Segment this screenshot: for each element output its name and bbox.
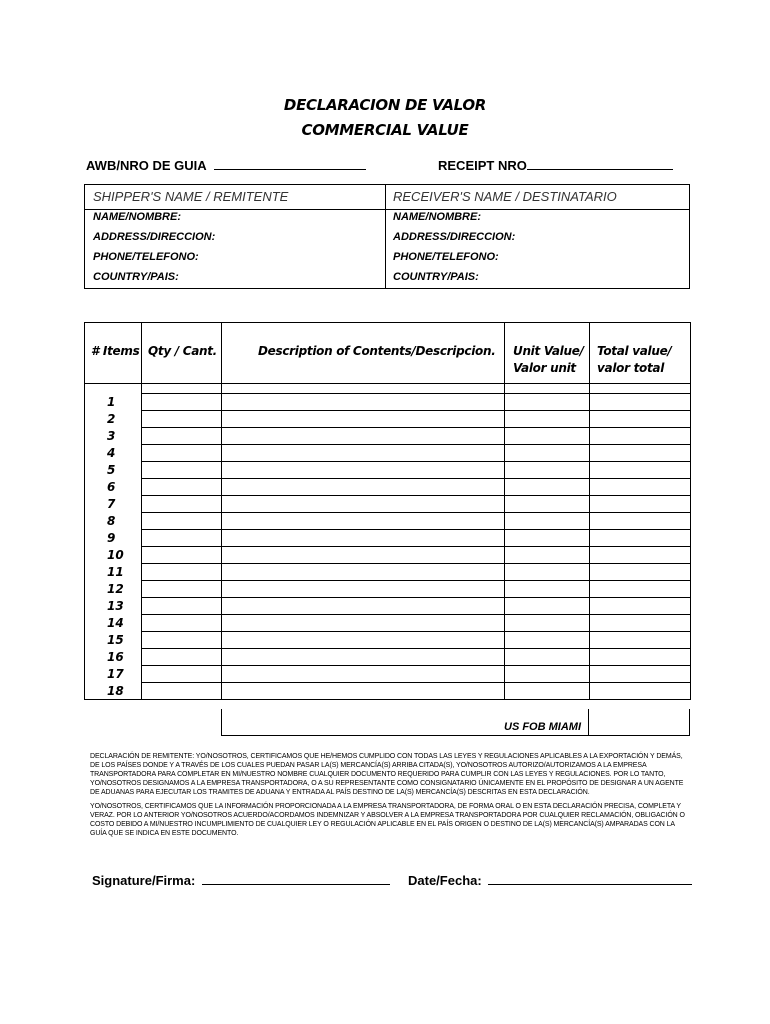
- description-cell[interactable]: [222, 615, 505, 632]
- description-cell[interactable]: [222, 683, 505, 700]
- signature-field[interactable]: [92, 872, 390, 888]
- shipper-country-field[interactable]: COUNTRY/PAIS:: [93, 271, 179, 283]
- fob-row: [221, 709, 690, 736]
- qty-cell[interactable]: [142, 462, 222, 479]
- table-row: [85, 666, 691, 683]
- qty-cell[interactable]: [142, 598, 222, 615]
- total-value-cell[interactable]: [590, 445, 691, 462]
- certification-text: YO/NOSOTROS, CERTIFICAMOS QUE LA INFORMACIÓN PROPORCIONADA A LA EMPRESA TRANSPORTADORA, DE FORMA ORAL O EN ESTA DECLARACIÓN PRECISA, COMPLETA Y VERAZ. POR LO ANTERIOR YO/NOSOTROS ACUERDO/ACORDAMOS INDEMNIZAR Y ABSOLVER A LA EMPRESA TRANSPORTADORA POR CUALQUIER RECLAMACIÓN, OBLIGACIÓN O COSTO DEBIDO A MI/NUESTRO INCUMPLIMIENTO DE CUALQUIER LEY O REGULACIÓN APLICABLE EN EL PAÍS ORIGEN O DESTINO DE LA(S) MERCANCÍA(S) AMPARADAS CON LA GUÍA QUE SE INDICA EN ESTE DOCUMENTO.: [90, 803, 685, 837]
- awb-field[interactable]: [86, 157, 366, 173]
- item-number-cell: 14: [85, 615, 142, 632]
- item-number-cell: 9: [85, 530, 142, 547]
- unit-value-cell[interactable]: [505, 513, 590, 530]
- table-row: [85, 649, 691, 666]
- table-row: [85, 598, 691, 615]
- form-subtitle: COMMERCIAL VALUE: [301, 121, 469, 139]
- date-field[interactable]: [408, 872, 692, 888]
- spacer-cell: [142, 384, 222, 394]
- unit-value-cell[interactable]: [505, 547, 590, 564]
- qty-cell[interactable]: [142, 428, 222, 445]
- item-number-cell: 7: [85, 496, 142, 513]
- item-number-cell: 3: [85, 428, 142, 445]
- unit-value-cell[interactable]: [505, 649, 590, 666]
- total-value-cell[interactable]: [590, 598, 691, 615]
- table-row: [85, 581, 691, 598]
- unit-value-cell[interactable]: [505, 428, 590, 445]
- table-row: [85, 547, 691, 564]
- item-number-cell: 12: [85, 581, 142, 598]
- qty-cell[interactable]: [142, 666, 222, 683]
- total-value-cell[interactable]: [590, 632, 691, 649]
- spacer-cell: [590, 384, 691, 394]
- party-divider: [385, 185, 386, 288]
- item-number-cell: 5: [85, 462, 142, 479]
- description-cell[interactable]: [222, 411, 505, 428]
- table-row: [85, 479, 691, 496]
- unit-value-cell[interactable]: [505, 530, 590, 547]
- table-row: [85, 513, 691, 530]
- total-value-cell[interactable]: [590, 683, 691, 700]
- description-cell[interactable]: [222, 649, 505, 666]
- description-cell[interactable]: [222, 632, 505, 649]
- item-number-cell: 4: [85, 445, 142, 462]
- table-header-row: [85, 323, 691, 384]
- signature-label: Signature/Firma:: [92, 873, 196, 888]
- signature-blank[interactable]: [202, 872, 390, 885]
- awb-blank[interactable]: [214, 157, 366, 170]
- item-number-cell: 2: [85, 411, 142, 428]
- table-row: [85, 615, 691, 632]
- unit-value-cell[interactable]: [505, 615, 590, 632]
- qty-cell[interactable]: [142, 632, 222, 649]
- item-number-cell: 13: [85, 598, 142, 615]
- col-desc-header: Description of Contents/Descripcion.: [222, 323, 505, 384]
- total-value-cell[interactable]: [590, 496, 691, 513]
- spacer-cell: [505, 384, 590, 394]
- receipt-blank[interactable]: [527, 157, 673, 170]
- unit-value-cell[interactable]: [505, 632, 590, 649]
- qty-cell[interactable]: [142, 394, 222, 411]
- table-row: [85, 428, 691, 445]
- items-table: [84, 322, 691, 700]
- description-cell[interactable]: [222, 666, 505, 683]
- qty-cell[interactable]: [142, 683, 222, 700]
- item-number-cell: 1: [85, 394, 142, 411]
- unit-value-cell[interactable]: [505, 598, 590, 615]
- total-value-cell[interactable]: [590, 411, 691, 428]
- receiver-name-field[interactable]: NAME/NOMBRE:: [393, 211, 481, 223]
- spacer-cell: [222, 384, 505, 394]
- receipt-label: RECEIPT NRO: [438, 158, 527, 173]
- item-number-cell: 11: [85, 564, 142, 581]
- qty-cell[interactable]: [142, 513, 222, 530]
- item-number-cell: 6: [85, 479, 142, 496]
- receiver-country-field[interactable]: COUNTRY/PAIS:: [393, 271, 479, 283]
- description-cell[interactable]: [222, 445, 505, 462]
- col-qty-header: Qty / Cant.: [142, 323, 222, 384]
- total-value-cell[interactable]: [590, 547, 691, 564]
- unit-value-cell[interactable]: [505, 411, 590, 428]
- qty-cell[interactable]: [142, 581, 222, 598]
- description-cell[interactable]: [222, 598, 505, 615]
- col-unit-header: Unit Value/ Valor unit: [505, 323, 590, 384]
- table-row: [85, 564, 691, 581]
- description-cell[interactable]: [222, 564, 505, 581]
- qty-cell[interactable]: [142, 547, 222, 564]
- shipper-address-field[interactable]: ADDRESS/DIRECCION:: [93, 231, 216, 243]
- shipper-declaration-text: DECLARACIÓN DE REMITENTE: YO/NOSOTROS, CERTIFICAMOS QUE HE/HEMOS CUMPLIDO CON TODAS LAS LEYES Y REGULACIONES APLICABLES A LA EXPORTACIÓN Y DEMÁS, DE LOS PAÍSES DONDE Y A TRAVÉS DE LOS CUALES PUEDAN PASAR LA(S) MERCANCÍA(S) ARRIBA CITADA(S), YO/NOSOTROS AUTORIZO/AUTORIZAMOS A LA EMPRESA TRANSPORTADORA PARA COMPLETAR EN MI/NUESTRO NOMBRE CUALQUIER DOCUMENTO REQUERIDO PARA CUMPLIR CON LAS LEYES Y REGULACIONES. POR LO TANTO, YO/NOSOTROS DESIGNAMOS A LA EMPRESA TRANSPORTADORA, O A SU REPRESENTANTE COMO CONSIGNATARIO ÚNICAMENTE EN EL PROPÓSITO DE DESIGNAR A UN AGENTE DE ADUANAS PARA EJECUTAR LOS TRAMITES DE ADUANA Y ENTRADA AL PAÍS DESTINO DE LA(S) MERCANCÍA(S) DESCRITAS EN ESTA DECLARACIÓN.: [90, 753, 684, 796]
- description-cell[interactable]: [222, 479, 505, 496]
- unit-value-cell[interactable]: [505, 394, 590, 411]
- table-row: [85, 445, 691, 462]
- total-value-cell[interactable]: [590, 530, 691, 547]
- qty-cell[interactable]: [142, 615, 222, 632]
- table-row: [85, 394, 691, 411]
- awb-label: AWB/NRO DE GUIA: [86, 158, 207, 173]
- table-row: [85, 462, 691, 479]
- total-value-cell[interactable]: [590, 479, 691, 496]
- item-number-cell: 16: [85, 649, 142, 666]
- spacer-cell: [85, 384, 142, 394]
- qty-cell[interactable]: [142, 479, 222, 496]
- unit-value-cell[interactable]: [505, 445, 590, 462]
- qty-cell[interactable]: [142, 496, 222, 513]
- party-header-line: [85, 209, 689, 210]
- qty-cell[interactable]: [142, 564, 222, 581]
- unit-value-cell[interactable]: [505, 581, 590, 598]
- item-number-cell: 8: [85, 513, 142, 530]
- col-total-header: Total value/ valor total: [590, 323, 691, 384]
- item-number-cell: 17: [85, 666, 142, 683]
- qty-cell[interactable]: [142, 445, 222, 462]
- qty-cell[interactable]: [142, 530, 222, 547]
- table-spacer-row: [85, 384, 691, 394]
- receiver-heading: RECEIVER'S NAME / DESTINATARIO: [393, 189, 617, 204]
- col-items-header: # Items: [85, 323, 142, 384]
- shipper-phone-field[interactable]: PHONE/TELEFONO:: [93, 251, 199, 263]
- shipper-name-field[interactable]: NAME/NOMBRE:: [93, 211, 181, 223]
- qty-cell[interactable]: [142, 649, 222, 666]
- table-row: [85, 683, 691, 700]
- total-value-cell[interactable]: [590, 513, 691, 530]
- unit-value-cell[interactable]: [505, 564, 590, 581]
- unit-value-cell[interactable]: [505, 462, 590, 479]
- description-cell[interactable]: [222, 513, 505, 530]
- total-value-cell[interactable]: [590, 394, 691, 411]
- total-value-cell[interactable]: [590, 462, 691, 479]
- description-cell[interactable]: [222, 547, 505, 564]
- date-blank[interactable]: [488, 872, 692, 885]
- description-cell[interactable]: [222, 428, 505, 445]
- fob-divider: [588, 709, 589, 735]
- unit-value-cell[interactable]: [505, 683, 590, 700]
- receiver-phone-field[interactable]: PHONE/TELEFONO:: [393, 251, 499, 263]
- unit-value-cell[interactable]: [505, 479, 590, 496]
- item-number-cell: 18: [85, 683, 142, 700]
- table-row: [85, 632, 691, 649]
- form-title: DECLARACION DE VALOR: [283, 96, 487, 114]
- shipper-heading: SHIPPER'S NAME / REMITENTE: [93, 189, 289, 204]
- item-number-cell: 10: [85, 547, 142, 564]
- total-value-cell[interactable]: [590, 666, 691, 683]
- receipt-field[interactable]: [438, 157, 673, 173]
- party-box: [84, 184, 690, 289]
- qty-cell[interactable]: [142, 411, 222, 428]
- date-label: Date/Fecha:: [408, 873, 482, 888]
- description-cell[interactable]: [222, 530, 505, 547]
- unit-value-cell[interactable]: [505, 666, 590, 683]
- total-value-cell[interactable]: [590, 649, 691, 666]
- description-cell[interactable]: [222, 496, 505, 513]
- table-row: [85, 496, 691, 513]
- item-number-cell: 15: [85, 632, 142, 649]
- description-cell[interactable]: [222, 581, 505, 598]
- receiver-address-field[interactable]: ADDRESS/DIRECCION:: [393, 231, 516, 243]
- unit-value-cell[interactable]: [505, 496, 590, 513]
- description-cell[interactable]: [222, 394, 505, 411]
- fob-label: US FOB MIAMI: [504, 721, 581, 733]
- total-value-cell[interactable]: [590, 428, 691, 445]
- table-row: [85, 530, 691, 547]
- total-value-cell[interactable]: [590, 615, 691, 632]
- total-value-cell[interactable]: [590, 564, 691, 581]
- description-cell[interactable]: [222, 462, 505, 479]
- table-row: [85, 411, 691, 428]
- total-value-cell[interactable]: [590, 581, 691, 598]
